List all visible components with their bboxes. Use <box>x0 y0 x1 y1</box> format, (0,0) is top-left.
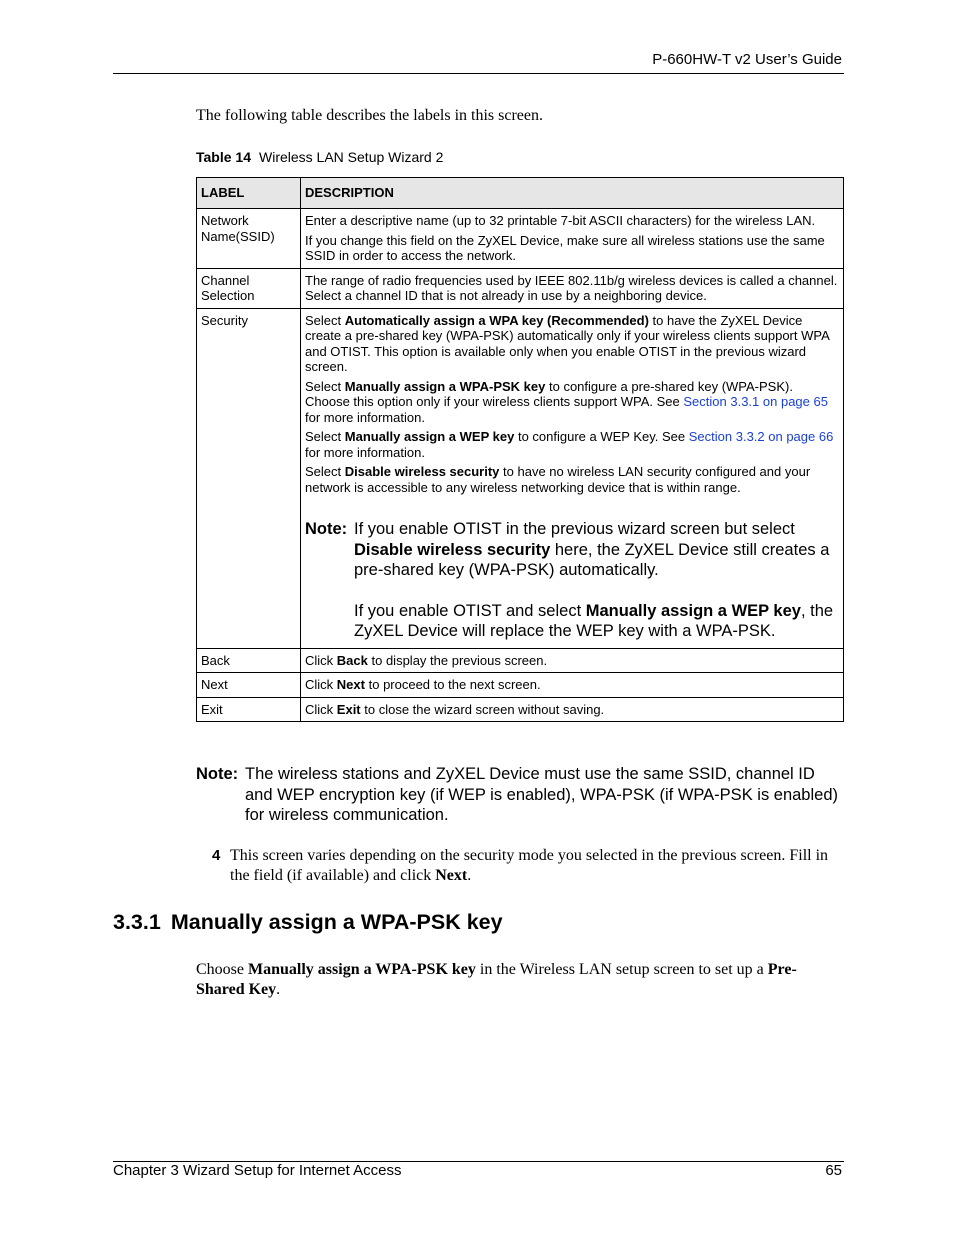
row-label-channel: Channel Selection <box>197 268 301 308</box>
ssid-desc-p1: Enter a descriptive name (up to 32 printable 7-bit ASCII characters) for the wireless LAN. <box>305 213 816 228</box>
footer-chapter: Chapter 3 Wizard Setup for Internet Access <box>113 1162 402 1179</box>
section-3-3-1-link[interactable]: Section 3.3.1 on page 65 <box>683 394 828 409</box>
intro-paragraph: The following table describes the labels in this screen. <box>196 107 544 124</box>
column-header-description: DESCRIPTION <box>301 178 844 209</box>
section-3-3-2-link[interactable]: Section 3.3.2 on page 66 <box>688 429 834 444</box>
row-label-ssid: Network Name(SSID) <box>197 209 301 269</box>
security-desc-wpa: Select Manually assign a WPA-PSK key to configure a pre-shared key (WPA-PSK). Choose this option only if your wireless clients support WPA. See Section 3.3.1 on page 65 for more information. <box>305 378 828 425</box>
table-row <box>197 209 844 269</box>
table-row <box>197 673 844 698</box>
page-header-title: P-660HW-T v2 User’s Guide <box>652 51 842 68</box>
section-heading <box>113 910 503 935</box>
table-caption-title: Wireless LAN Setup Wizard 2 <box>259 149 444 165</box>
ssid-desc-p2: If you change this field on the ZyXEL Device, make sure all wireless stations use the same SSID in order to access the network. <box>305 232 825 263</box>
row-description-next: Click Next to proceed to the next screen. <box>301 673 844 698</box>
labels-table <box>196 177 844 722</box>
table-row <box>197 697 844 722</box>
step-number: 4 <box>212 847 221 864</box>
security-desc-wep: Select Manually assign a WEP key to configure a WEP Key. See Section 3.3.2 on page 66 for more information. <box>305 429 834 460</box>
security-note-label: Note: <box>305 520 348 538</box>
section-title: Manually assign a WPA-PSK key <box>170 910 503 934</box>
footer-page-number: 65 <box>825 1162 842 1179</box>
row-description-exit: Click Exit to close the wizard screen without saving. <box>301 697 844 722</box>
row-description-channel <box>301 268 844 308</box>
column-header-label: LABEL <box>197 178 301 209</box>
row-label-next: Next <box>197 673 301 698</box>
row-description-back: Click Back to display the previous screen. <box>301 648 844 673</box>
channel-desc-p1: The range of radio frequencies used by IEEE 802.11b/g wireless devices is called a channel. Select a channel ID that is not already in use by a neighboring device. <box>305 272 838 303</box>
security-desc-auto: Select Automatically assign a WPA key (Recommended) to have the ZyXEL Device create a pre-shared key (WPA-PSK) automatically only if your wireless clients support WPA and OTIST. This option is available only when you enable OTIST in the previous wizard screen. <box>305 312 830 374</box>
row-description-ssid <box>301 209 844 269</box>
header-rule <box>113 73 844 74</box>
security-note-text-1: If you enable OTIST in the previous wizard screen but select Disable wireless security here, the ZyXEL Device still creates a pre-shared key (WPA-PSK) automatically. <box>354 520 830 579</box>
step-text: This screen varies depending on the security mode you selected in the previous screen. Fill in the field (if available) and click Next. <box>230 847 829 884</box>
security-note <box>305 519 839 644</box>
table-row <box>197 648 844 673</box>
table-caption <box>196 149 443 165</box>
section-number: 3.3.1 <box>113 910 161 934</box>
table-caption-label: Table 14 <box>196 149 251 165</box>
row-label-exit: Exit <box>197 697 301 722</box>
body-paragraph: Choose Manually assign a WPA-PSK key in the Wireless LAN setup screen to set up a Pre-Shared Key. <box>196 961 797 998</box>
table-header-row <box>197 178 844 209</box>
row-label-security: Security <box>197 308 301 648</box>
step-4 <box>212 846 842 886</box>
row-description-security <box>301 308 844 648</box>
wireless-note-text: The wireless stations and ZyXEL Device must use the same SSID, channel ID and WEP encryption key (if WEP is enabled), WPA-PSK (if WPA-PSK is enabled) for wireless communication. <box>245 765 839 824</box>
wireless-note-label: Note: <box>196 765 239 783</box>
table-row <box>197 308 844 648</box>
table-row <box>197 268 844 308</box>
security-desc-disable: Select Disable wireless security to have no wireless LAN security configured and your network is accessible to any wireless networking device that is within range. <box>305 464 811 495</box>
security-note-text-2: If you enable OTIST and select Manually assign a WEP key, the ZyXEL Device will replace the WEP key with a WPA-PSK. <box>354 601 834 640</box>
row-label-back: Back <box>197 648 301 673</box>
wireless-note <box>196 764 842 826</box>
